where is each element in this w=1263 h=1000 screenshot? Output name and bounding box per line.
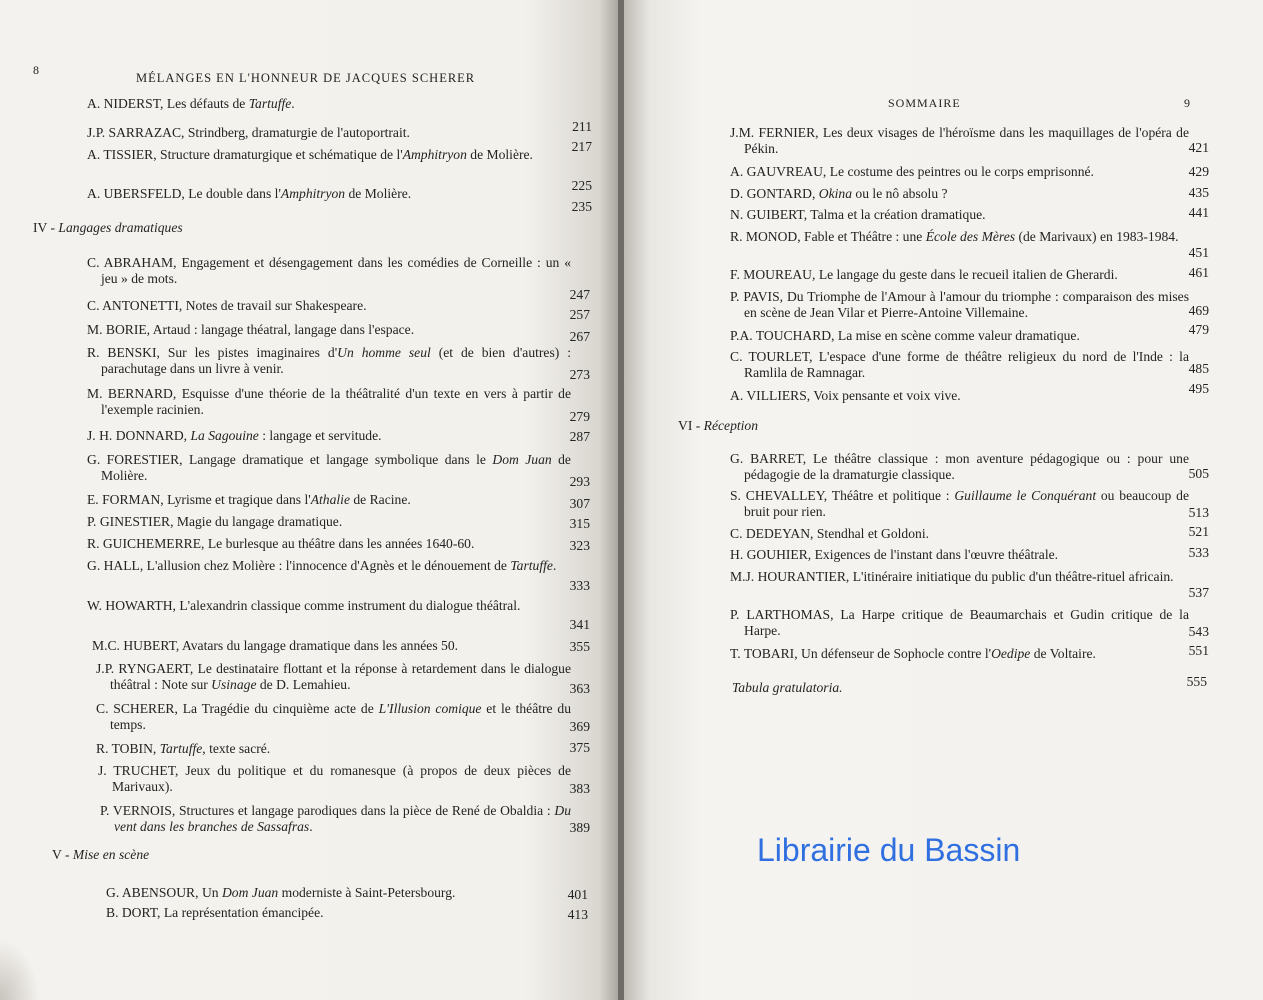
entry-author: C. DEDEYAN, [730,526,814,541]
toc-entry [87,186,557,202]
entry-page-number: 401 [567,887,588,902]
page-shadow [0,940,40,1000]
entry-title: de Voltaire. [1030,646,1096,661]
entry-page-number: 521 [1188,524,1209,539]
entry-author: A. NIDERST, [87,96,164,111]
entry-author: W. HOWARTH, [87,598,176,613]
toc-entry [96,701,571,733]
right-page-number: 9 [1184,96,1191,110]
entry-author: A. VILLIERS, [730,388,811,403]
entry-author: M.C. HUBERT, [92,638,180,653]
entry-page-number: 323 [569,538,590,553]
entry-title: Le costume des peintres ou le corps emprisonné. [829,164,1094,179]
entry-title: Langage dramatique et langage symbolique dans le [189,452,493,467]
entry-page-number: 307 [569,496,590,511]
entry-author: P. GINESTIER, [87,514,174,529]
entry-page-number: 257 [569,307,590,322]
entry-title: Théâtre et politique : [831,488,955,503]
entry-author: G. HALL, [87,558,144,573]
entry-author: G. ABENSOUR, [106,885,199,900]
left-running-head: MÉLANGES EN L'HONNEUR DE JACQUES SCHERER [136,71,476,85]
toc-entry [87,492,571,508]
entry-title: Fable et Théâtre : une [804,229,926,244]
entry-title-italic: Oedipe [991,646,1031,661]
toc-entry [96,661,571,693]
entry-title: Un défenseur de Sophocle contre l' [801,646,992,661]
entry-title: Les défauts de [166,96,249,111]
entry-page-number: 315 [569,516,590,531]
entry-author: M. BERNARD, [87,386,177,401]
entry-title-italic: Amphitryon [402,147,467,162]
entry-title-italic: Athalie [310,492,350,507]
left-page-number: 8 [33,63,40,77]
entry-title: Sur les pistes imaginaires d' [167,345,338,360]
toc-entry [96,741,571,757]
entry-author: H. GOUHIER, [730,547,812,562]
entry-title-italic: École des Mères [925,229,1016,244]
entry-author: R. GUICHEMERRE, [87,536,205,551]
section-iv-heading: IV - Langages dramatiques [33,220,183,235]
entry-title: L'alexandrin classique comme instrument du dialogue théâtral. [179,598,521,613]
entry-page-number: 287 [569,429,590,444]
entry-title: ou le nô absolu ? [852,186,948,201]
toc-entry [730,125,1189,157]
toc-entry [730,569,1189,585]
entry-author: J.M. FERNIER, [730,125,819,140]
entry-title: . [291,96,295,111]
entry-title: Le destinataire flottant et la réponse à retardement dans le dialogue théâtral : Note sur [110,661,572,692]
entry-author: C. SCHERER, [96,701,178,716]
entry-title-italic: Du vent dans les branches de Sassafras [114,803,571,834]
entry-title-italic: La Sagouine [190,428,259,443]
entry-page-number: 363 [569,681,590,696]
toc-entry [730,328,1189,344]
entry-title: Les deux visages de l'héroïsme dans les maquillages de l'opéra de Pékin. [744,125,1189,156]
toc-entry [87,514,571,530]
entry-page-number: 383 [569,781,590,796]
entry-author: A. TISSIER, [87,147,157,162]
entry-page-number: 389 [569,820,590,835]
entry-author: M. BORIE, [87,322,151,337]
toc-entry [730,488,1189,520]
entry-title: Le théâtre classique : mon aventure pédagogique ou : pour une pédagogie de la dramaturgie classique. [744,451,1189,482]
toc-entry [730,349,1189,381]
entry-page-number: 273 [569,367,590,382]
entry-title: de Molière. [101,452,571,483]
entry-title: Engagement et désengagement dans les comédies de Corneille : un « jeu » de mots. [101,255,571,286]
entry-page-number: 375 [569,740,590,755]
toc-entry [92,638,571,654]
toc-entry [730,451,1189,483]
entry-title: La représentation émancipée. [163,905,324,920]
entry-title: La Harpe critique de Beaumarchais et Gudin critique de la Harpe. [744,607,1189,638]
entry-title: Strindberg, dramaturgie de l'autoportrait. [187,125,410,140]
entry-title: Lyrisme et tragique dans l' [167,492,311,507]
entry-title-italic: Usinage [211,677,257,692]
entry-page-number: 429 [1188,164,1209,179]
entry-author: S. CHEVALLEY, [730,488,828,503]
entry-page-number: 279 [569,409,590,424]
entry-title: de Racine. [349,492,411,507]
entry-title: Voix pensante et voix vive. [813,388,961,403]
entry-page-number: 485 [1188,361,1209,376]
entry-title: Structure dramaturgique et schématique de l' [160,147,403,162]
toc-entry [730,547,1189,563]
entry-title-italic: L'Illusion comique [378,701,482,716]
entry-title: Esquisse d'une théorie de la théâtralité d'un texte en vers à partir de l'exemple racinien. [101,386,571,417]
entry-author: C. ANTONETTI, [87,298,183,313]
toc-entry [106,905,546,921]
section-v-heading: V - Mise en scène [52,847,150,862]
watermark: Librairie du Bassin [757,832,1021,868]
entry-title-italic: Un homme seul [337,345,431,360]
toc-entry [87,428,571,444]
tabula-gratulatoria: Tabula gratulatoria. [732,680,843,695]
toc-entry [730,289,1189,321]
right-running-head: SOMMAIRE [888,96,961,110]
entry-title-italic: Tartuffe [159,741,203,756]
entry-page-number: 333 [569,578,590,593]
entry-page-number: 217 [571,139,592,154]
toc-entry [730,267,1189,283]
toc-entry [730,186,1189,202]
entry-title: de Molière. [466,147,533,162]
entry-author: G. FORESTIER, [87,452,183,467]
entry-author: J.P. RYNGAERT, [96,661,194,676]
entry-page-number: 479 [1188,322,1209,337]
entry-page-number: 543 [1188,624,1209,639]
toc-entry [87,125,557,141]
entry-page-number: 469 [1188,303,1209,318]
section-vi-heading: VI - Réception [678,418,759,433]
entry-title: La mise en scène comme valeur dramatique. [837,328,1080,343]
entry-title: et le théâtre du temps. [110,701,571,732]
entry-title: Exigences de l'instant dans l'œuvre théâtrale. [814,547,1059,562]
entry-page-number: 267 [569,329,590,344]
entry-page-number: 441 [1188,205,1209,220]
toc-entry [87,255,571,287]
entry-page-number: 413 [567,907,588,922]
entry-author: C. TOURLET, [730,349,813,364]
entry-title: Artaud : langage théatral, langage dans l'espace. [152,322,415,337]
entry-page-number: 293 [569,474,590,489]
entry-title: Le langage du geste dans le recueil italien de Gherardi. [818,267,1118,282]
entry-author: E. FORMAN, [87,492,164,507]
entry-title: Un [201,885,222,900]
toc-entry [730,526,1189,542]
entry-page-number: 355 [569,639,590,654]
entry-author: F. MOUREAU, [730,267,816,282]
entry-author: N. GUIBERT, [730,207,808,222]
entry-author: D. GONTARD, [730,186,816,201]
toc-entry [730,388,1189,404]
toc-entry [87,345,571,377]
toc-entry [87,558,571,574]
toc-entry [87,298,571,314]
entry-title-italic: Okina [818,186,853,201]
entry-page-number: 533 [1188,545,1209,560]
entry-title: Talma et la création dramatique. [810,207,986,222]
toc-entry [87,96,557,112]
entry-author: J. TRUCHET, [98,763,179,778]
entry-title: L'espace d'une forme de théâtre religieux du nord de l'Inde : la Ramlila de Ramnagar. [744,349,1189,380]
entry-title: Jeux du politique et du romanesque (à propos de deux pièces de Marivaux). [112,763,571,794]
entry-author: R. BENSKI, [87,345,160,360]
toc-entry [730,607,1189,639]
entry-author: G. BARRET, [730,451,807,466]
entry-author: P.A. TOUCHARD, [730,328,835,343]
entry-title-italic: Amphitryon [280,186,346,201]
entry-title: Notes de travail sur Shakespeare. [185,298,367,313]
entry-title: Le double dans l' [188,186,281,201]
entry-author: A. UBERSFELD, [87,186,185,201]
tabula-page: 555 [1186,674,1207,689]
toc-entry [730,207,1189,223]
entry-page-number: 451 [1188,245,1209,260]
entry-title-italic: Dom Juan [492,452,552,467]
entry-title: La Tragédie du cinquième acte de [182,701,379,716]
toc-entry [730,164,1189,180]
entry-title: Magie du langage dramatique. [176,514,343,529]
entry-author: R. MONOD, [730,229,801,244]
entry-author: P. PAVIS, [730,289,784,304]
toc-entry [730,229,1189,245]
entry-title-italic: Tartuffe [510,558,553,573]
entry-title: . [309,819,313,834]
toc-entry [98,763,571,795]
entry-author: P. VERNOIS, [100,803,176,818]
entry-author: A. GAUVREAU, [730,164,827,179]
entry-title: ou beaucoup de bruit pour rien. [744,488,1189,519]
entry-page-number: 513 [1188,505,1209,520]
entry-page-number: 505 [1188,466,1209,481]
toc-entry [100,803,571,835]
entry-title: L'itinéraire initiatique du public d'un théâtre-rituel africain. [852,569,1174,584]
entry-page-number: 247 [569,287,590,302]
entry-page-number: 495 [1188,381,1209,396]
toc-entry [730,646,1189,662]
entry-author: J.P. SARRAZAC, [87,125,185,140]
entry-author: B. DORT, [106,905,161,920]
entry-title: (de Marivaux) en 1983-1984. [1015,229,1179,244]
entry-author: P. LARTHOMAS, [730,607,834,622]
entry-title: moderniste à Saint-Petersbourg. [278,885,456,900]
entry-page-number: 341 [569,617,590,632]
entry-title: (et de bien d'autres) : parachutage dans un livre à venir. [101,345,571,376]
entry-title: , texte sacré. [202,741,271,756]
toc-entry [87,322,571,338]
entry-title: Le burlesque au théâtre dans les années 1640-60. [207,536,475,551]
entry-author: J. H. DONNARD, [87,428,188,443]
entry-title: de Molière. [345,186,412,201]
entry-title-italic: Dom Juan [221,885,279,900]
entry-title: Avatars du langage dramatique dans les années 50. [181,638,459,653]
entry-page-number: 537 [1188,585,1209,600]
entry-title: . [552,558,557,573]
entry-author: M.J. HOURANTIER, [730,569,850,584]
page-235: 235 [571,199,592,214]
entry-author: C. ABRAHAM, [87,255,177,270]
toc-entry [87,598,571,614]
entry-page-number: 421 [1188,140,1209,155]
toc-entry [87,452,571,484]
entry-page-number: 225 [571,178,592,193]
entry-title: Du Triomphe de l'Amour à l'amour du triomphe : comparaison des mises en scène de Jean Vilar et Pierre-Antoine Villemaine. [744,289,1189,320]
entry-title: Structures et langage parodiques dans la pièce de René de Obaldia : [178,803,555,818]
entry-author: R. TOBIN, [96,741,157,756]
toc-entry [87,536,571,552]
left-page [0,0,618,1000]
entry-title: Stendhal et Goldoni. [816,526,929,541]
entry-title: L'allusion chez Molière : l'innocence d'Agnès et le dénouement de [146,558,511,573]
entry-title-italic: Guillaume le Conquérant [954,488,1097,503]
toc-entry [87,386,571,418]
entry-page-number: 369 [569,719,590,734]
entry-author: T. TOBARI, [730,646,798,661]
toc-entry [87,147,571,163]
entry-title: : langage et servitude. [258,428,382,443]
entry-page-number: 461 [1188,265,1209,280]
entry-page-number: 435 [1188,185,1209,200]
entry-title: de D. Lemahieu. [256,677,351,692]
entry-title-italic: Tartuffe [248,96,292,111]
entry-page-number: 551 [1188,643,1209,658]
entry-page-number: 211 [572,119,592,134]
toc-entry [106,885,546,901]
